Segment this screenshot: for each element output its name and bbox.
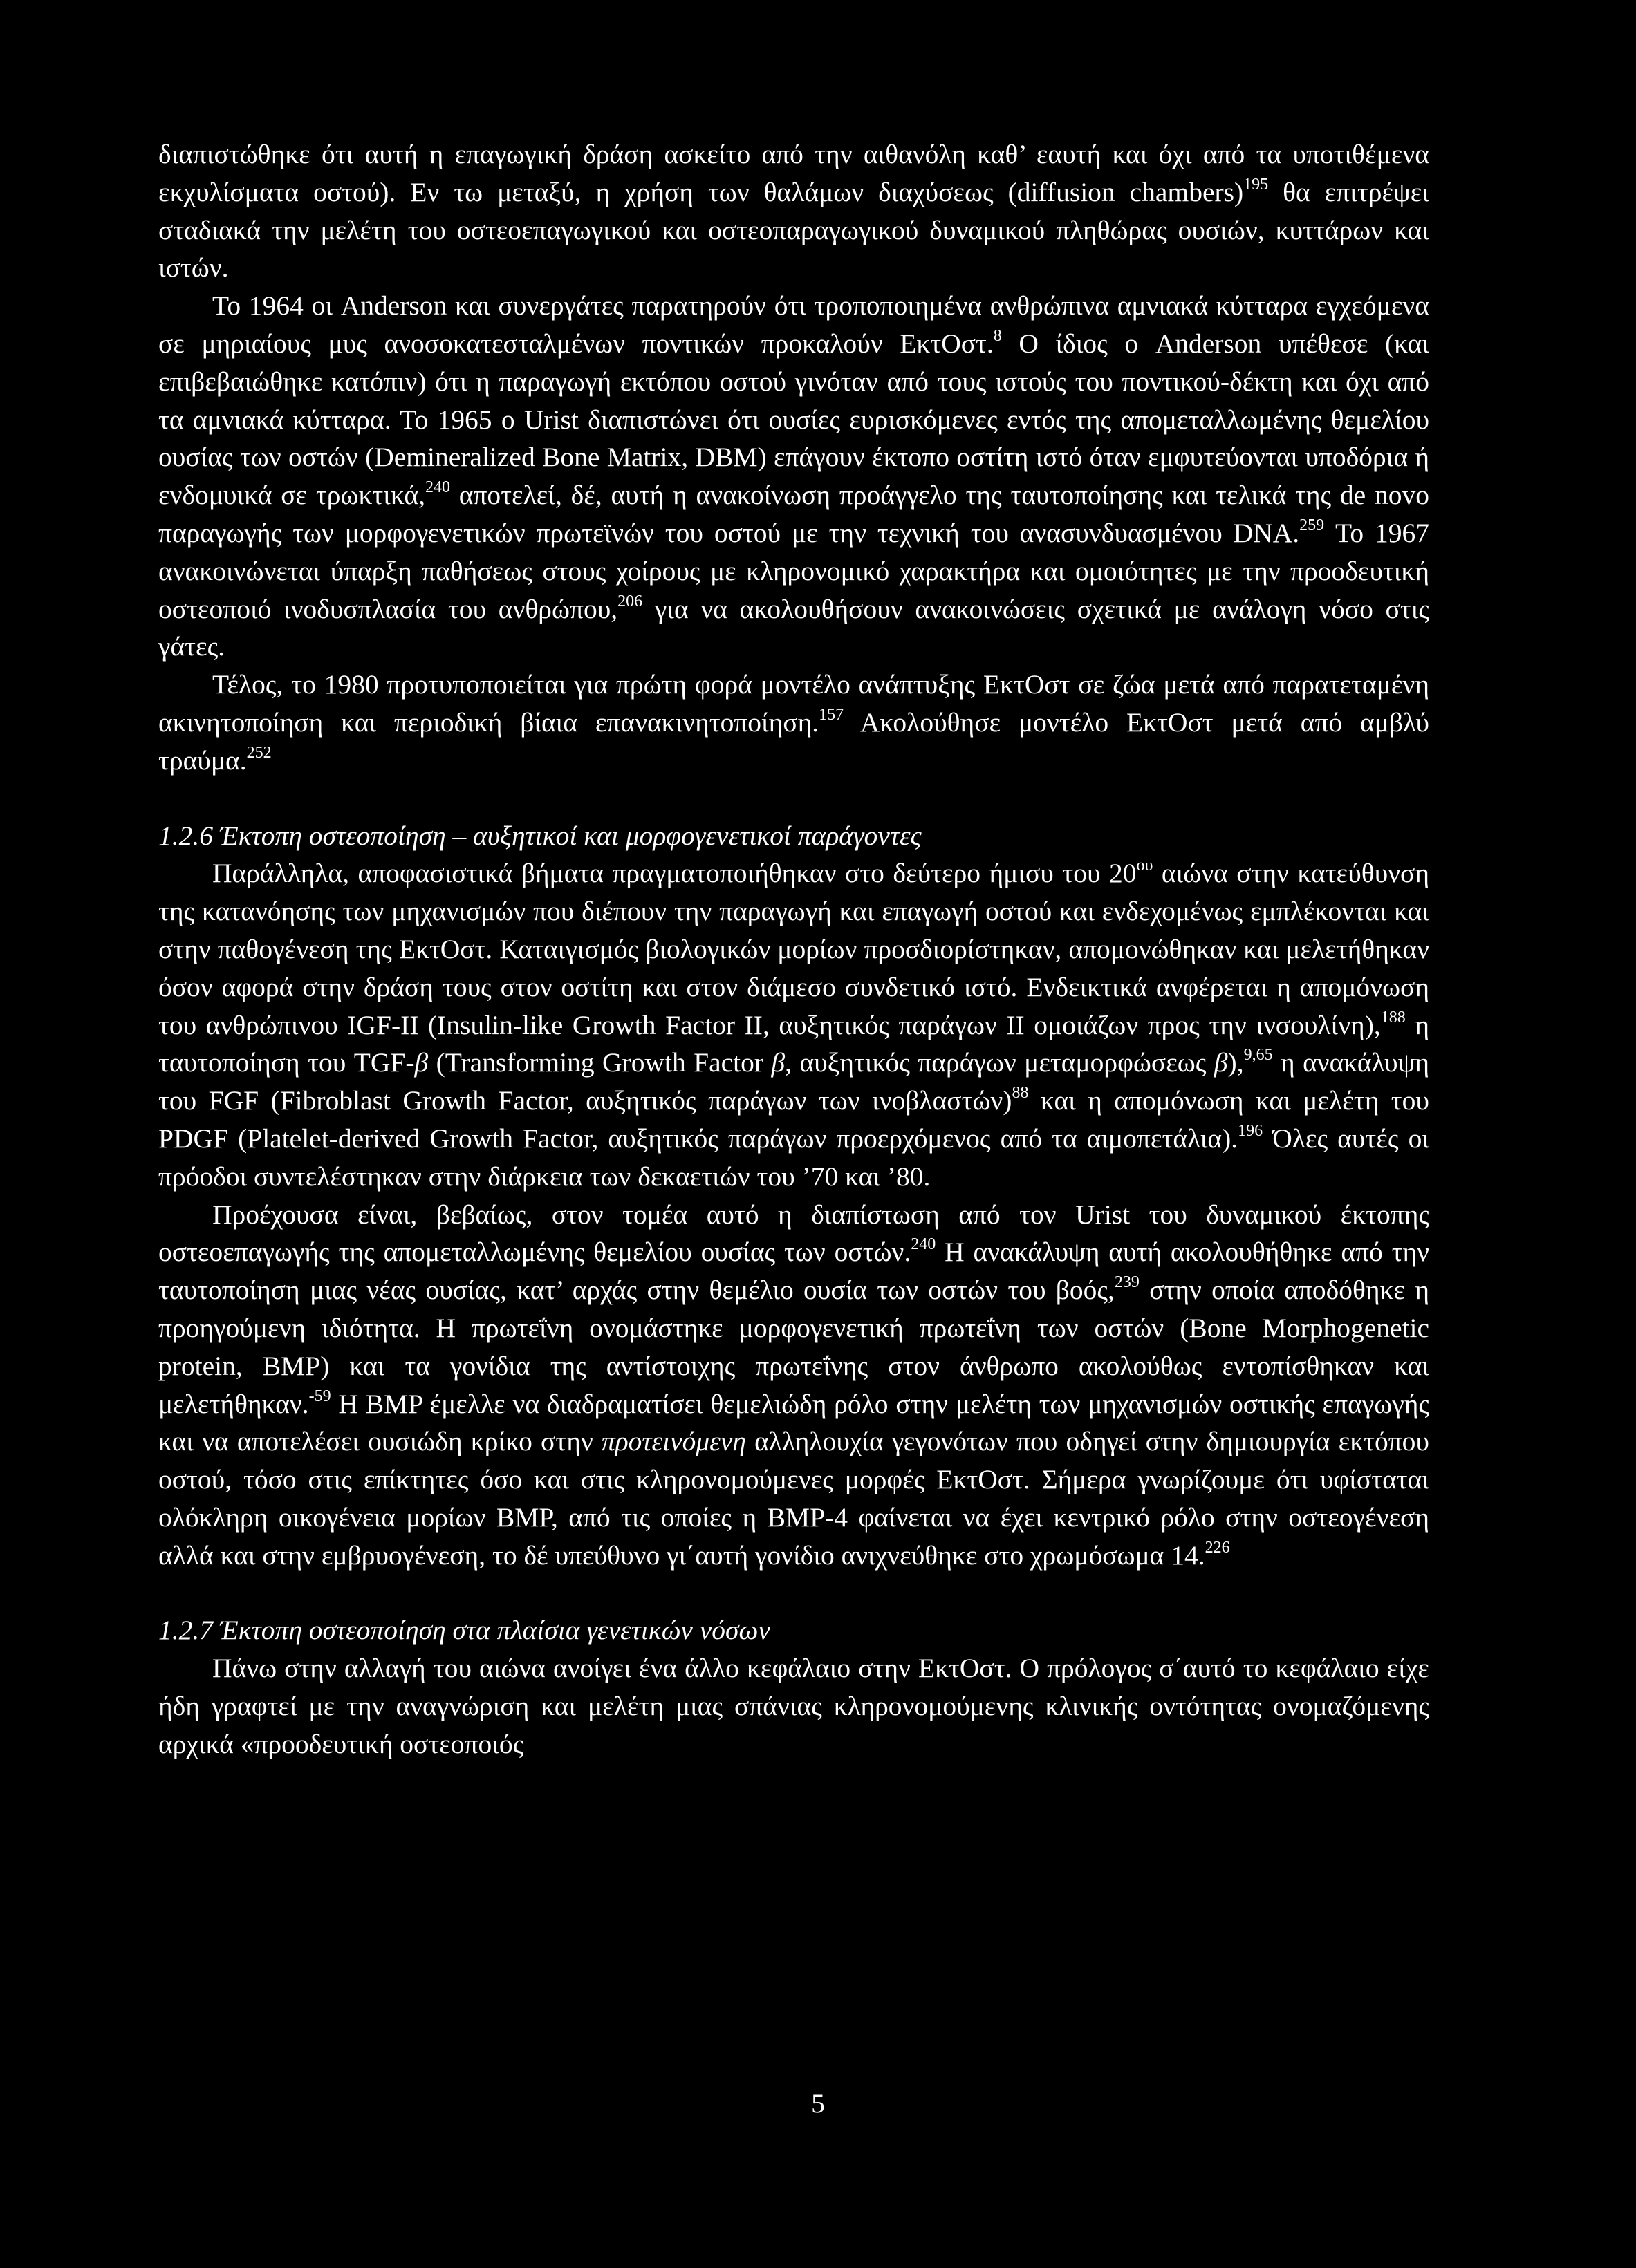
citation-superscript: 252 (246, 743, 272, 762)
citation-superscript: 188 (1380, 1008, 1406, 1027)
text-run: Παράλληλα, αποφασιστικά βήματα πραγματοποιήθηκαν στο δεύτερο ήμισυ του 20 (212, 858, 1137, 889)
paragraph-3 (158, 666, 1436, 779)
citation-superscript: -59 (308, 1387, 331, 1405)
text-run: Η BMP έμελλε να διαδραματίσει θεμελιώδη ρόλο στην μελέτη των μηχανισμών οστικής επαγωγής και να αποτελέσει ουσιώδη κρίκο στην (158, 1388, 1436, 1457)
citation-superscript: 240 (425, 478, 450, 497)
text-run: θα επιτρέψει σταδιακά την μελέτη του οστεοεπαγωγικού και οστεοπαραγωγικού δυναμικού πληθώρας ουσιών, κυττάρων και ιστών. (158, 176, 1436, 283)
italic-text: προτεινόμενη (601, 1426, 746, 1457)
section-heading: 1.2.7 Έκτοπη οστεοποίηση στα πλαίσια γενετικών νόσων (158, 1615, 770, 1646)
text-run: στην οποία αποδόθηκε η προηγούμενη ιδιότητα. Η πρωτεΐνη ονομάστηκε μορφογενετική πρωτεΐνη των οστών (Bone Morphogenetic protein, BMP) και τα γονίδια της αντίστοιχης πρωτεΐνης στον άνθρωπο ακολούθως εντοπίσθηκαν και μελετήθηκαν. (158, 1275, 1436, 1419)
citation-superscript: 88 (1012, 1084, 1029, 1103)
text-run: αλληλουχία γεγονότων που οδηγεί στην δημιουργία εκτόπου οστού, τόσο στις επίκτητες όσο και στις κληρονομούμενες μορφές ΕκτΟστ. Σήμερα γνωρίζουμε ότι υφίσταται ολόκληρη οικογένεια μορίων BMP, από τις οποίες η BMP-4 φαίνεται να έχει κεντρικό ρόλο στην οστεογένεση αλλά και στην εμβρυογένεση, το δέ υπεύθυνο γι΄αυτή γονίδιο ανιχνεύθηκε στο χρωμόσωμα 14. (158, 1426, 1436, 1571)
text-run: η ταυτοποίηση του TGF- (158, 1009, 1436, 1078)
text-run: Πάνω στην αλλαγή του αιώνα ανοίγει ένα άλλο κεφάλαιο στην ΕκτΟστ. Ο πρόλογος σ΄αυτό το κεφάλαιο είχε ήδη γραφτεί με την αναγνώριση και μελέτη μιας σπάνιας κληρονομούμενης κλινικής οντότητας ονομαζόμενης αρχικά «προοδευτική οστεοποιός (158, 1653, 1436, 1759)
paragraph-6 (158, 1649, 1436, 1763)
text-run: διαπιστώθηκε ότι αυτή η επαγωγική δράση ασκείτο από την αιθανόλη καθ’ εαυτή και όχι από τα υποτιθέμενα εκχυλίσματα οστού). Εν τω μεταξύ, η χρήση των θαλάμων διαχύσεως (diffusion chambers) (158, 139, 1436, 207)
text-run: Όλες αυτές οι πρόοδοι συντελέστηκαν στην διάρκεια των δεκαετιών του ’70 και ’80. (158, 1123, 1436, 1192)
text-run: για να ακολουθήσουν ανακοινώσεις σχετικά με ανάλογη νόσο στις γάτες. (158, 593, 1436, 662)
citation-superscript: 8 (993, 326, 1002, 345)
section-spacer (158, 780, 1429, 817)
paragraph-2 (158, 287, 1436, 666)
citation-superscript: 206 (617, 592, 643, 610)
text-run: , αυξητικός παράγων μεταμορφώσεως (785, 1047, 1214, 1078)
citation-superscript: 226 (1205, 1538, 1230, 1557)
citation-superscript: 196 (1238, 1121, 1263, 1140)
citation-superscript: 157 (819, 705, 844, 724)
text-run: Ο ίδιος ο Anderson υπέθεσε (και επιβεβαιώθηκε κατόπιν) ότι η παραγωγή εκτόπου οστού γινόταν από τους ιστούς του ποντικού-δέκτη και όχι από τα αμνιακά κύτταρα. Το 1965 ο Urist διαπιστώνει ότι ουσίες ευρισκόμενες εντός της απομεταλλωμένης θεμελίου ουσίας των οστών (Demineralized Bone Matrix, DBM) επάγουν έκτοπο οστίτη ιστό όταν εμφυτεύονται υποδόρια ή ενδομυικά σε τρωκτικά, (158, 328, 1436, 511)
text-run: Προέχουσα είναι, βεβαίως, στον τομέα αυτό η διαπίστωση από τον Urist του δυναμικού έκτοπης οστεοεπαγωγής της απομεταλλωμένης θεμελίου ουσίας των οστών. (158, 1199, 1436, 1268)
citation-superscript: 239 (1114, 1273, 1140, 1292)
paragraph-4 (158, 854, 1436, 1195)
paragraph-5 (158, 1196, 1436, 1575)
italic-text: β (771, 1047, 786, 1078)
citation-superscript: 240 (911, 1235, 936, 1254)
text-run: και η απομόνωση και μελέτη του PDGF (Platelet-derived Growth Factor, αυξητικός παράγων προερχόμενος από τα αιμοπετάλια). (158, 1085, 1436, 1154)
text-run: Η ανακάλυψη αυτή ακολουθήθηκε από την ταυτοποίηση μιας νέας ουσίας, κατ’ αρχάς στην θεμέλιο ουσία των οστών του βοός, (158, 1237, 1436, 1306)
text-run: ), (1227, 1047, 1244, 1078)
text-run: η ανακάλυψη του FGF (Fibroblast Growth Factor, αυξητικός παράγων των ινοβλαστών) (158, 1047, 1436, 1116)
text-run: αποτελεί, δέ, αυτή η ανακοίνωση προάγγελο της ταυτοποίησης και τελικά της de novo παραγωγής των μορφογενετικών πρωτεϊνών του οστού με την τεχνική του ανασυνδυασμένου DNA. (158, 480, 1436, 548)
italic-text: β (1214, 1047, 1228, 1078)
text-run: Τέλος, το 1980 προτυποποιείται για πρώτη φορά μοντέλο ανάπτυξης ΕκτΟστ σε ζώα μετά από παρατεταμένη ακινητοποίηση και περιοδική βίαια επανακινητοποίηση. (158, 669, 1436, 738)
text-run: Το 1964 οι Anderson και συνεργάτες παρατηρούν ότι τροποποιημένα ανθρώπινα αμνιακά κύτταρα εγχεόμενα σε μηριαίους μυς ανοσοκατεσταλμένων ποντικών προκαλούν ΕκτΟστ. (158, 290, 1436, 359)
section-spacer (158, 1574, 1429, 1611)
paragraph-1 (158, 135, 1436, 287)
document-body (158, 135, 1436, 1763)
text-run: Το 1967 ανακοινώνεται ύπαρξη παθήσεως στους χοίρους με κληρονομικό χαρακτήρα και ομοιότητες με την προοδευτική οστεοποιό ινοδυσπλασία του ανθρώπου, (158, 517, 1436, 624)
text-run: (Transforming Growth Factor (428, 1047, 772, 1078)
citation-superscript: ου (1136, 856, 1153, 875)
italic-text: β (414, 1047, 429, 1078)
text-run: αιώνα στην κατεύθυνση της κατανόησης των μηχανισμών που διέπουν την παραγωγή και επαγωγή οστού και ενδεχομένως εμπλέκονται και στην παθογένεση της ΕκτΟστ. Καταιγισμός βιολογικών μορίων προσδιορίστηκαν, απομονώθηκαν και μελετήθηκαν όσον αφορά στην δράση τους στον οστίτη και στον διάμεσο συνδετικό ιστό. Ενδεικτικά ανφέρεται η απομόνωση του ανθρώπινου IGF-II (Insulin-like Growth Factor II, αυξητικός παράγων II ομοιάζων προς την ινσουλίνη), (158, 858, 1436, 1040)
citation-superscript: 259 (1299, 516, 1325, 534)
page-number: 5 (811, 2088, 825, 2119)
citation-superscript: 9,65 (1243, 1046, 1273, 1065)
text-run: Ακολούθησε μοντέλο ΕκτΟστ μετά από αμβλύ τραύμα. (158, 706, 1436, 776)
citation-superscript: 195 (1243, 175, 1269, 194)
section-heading: 1.2.6 Έκτοπη οστεοποίηση – αυξητικοί και μορφογενετικοί παράγοντες (158, 820, 922, 851)
